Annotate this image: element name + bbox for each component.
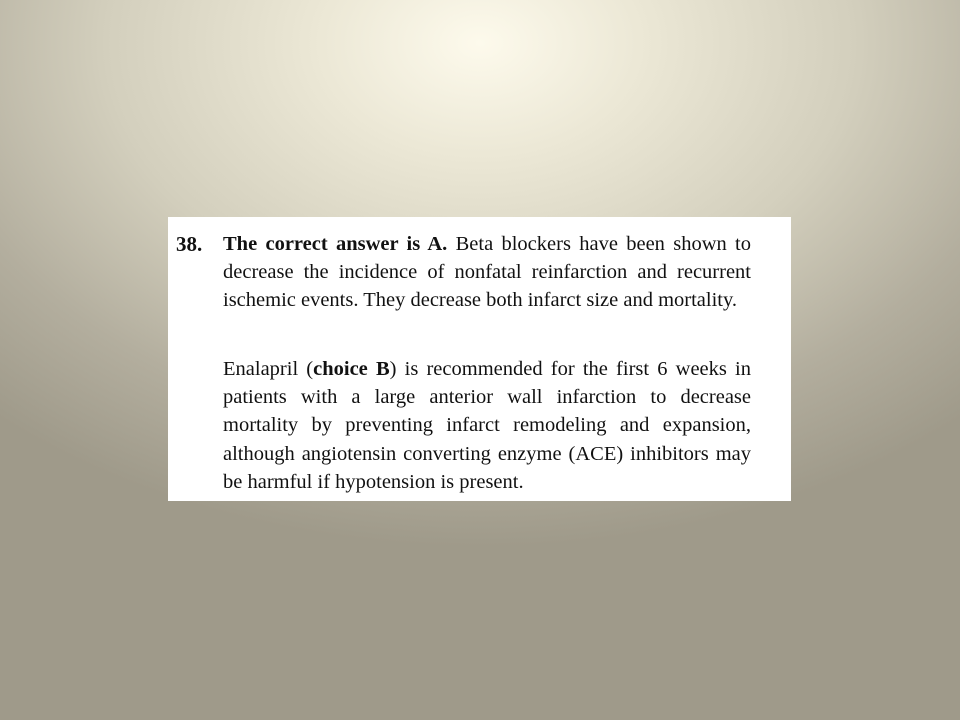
- answer-explanation-text: Beta blockers have been shown to decrease the incidence of nonfatal reinfarction and recurrent ischemic events. They decrease both infarct size and mortality.: [223, 233, 752, 312]
- distractor-text-before: Enalapril (: [223, 358, 314, 380]
- question-number: 38.: [176, 232, 203, 256]
- correct-answer-lead: The correct answer is A.: [223, 233, 448, 255]
- choice-label: choice B: [313, 358, 390, 380]
- answer-explanation-card: [168, 217, 791, 501]
- distractor-text-after: ) is recommended for the first 6 weeks in patients with a large anterior wall infarction to decrease mortality by preventing infarct remodeling and expansion, although angiotensin converting enzyme (ACE) inhibitors may be harmful if hypotension is present.: [223, 358, 751, 493]
- answer-paragraph: [223, 230, 751, 315]
- distractor-paragraph: [223, 355, 751, 496]
